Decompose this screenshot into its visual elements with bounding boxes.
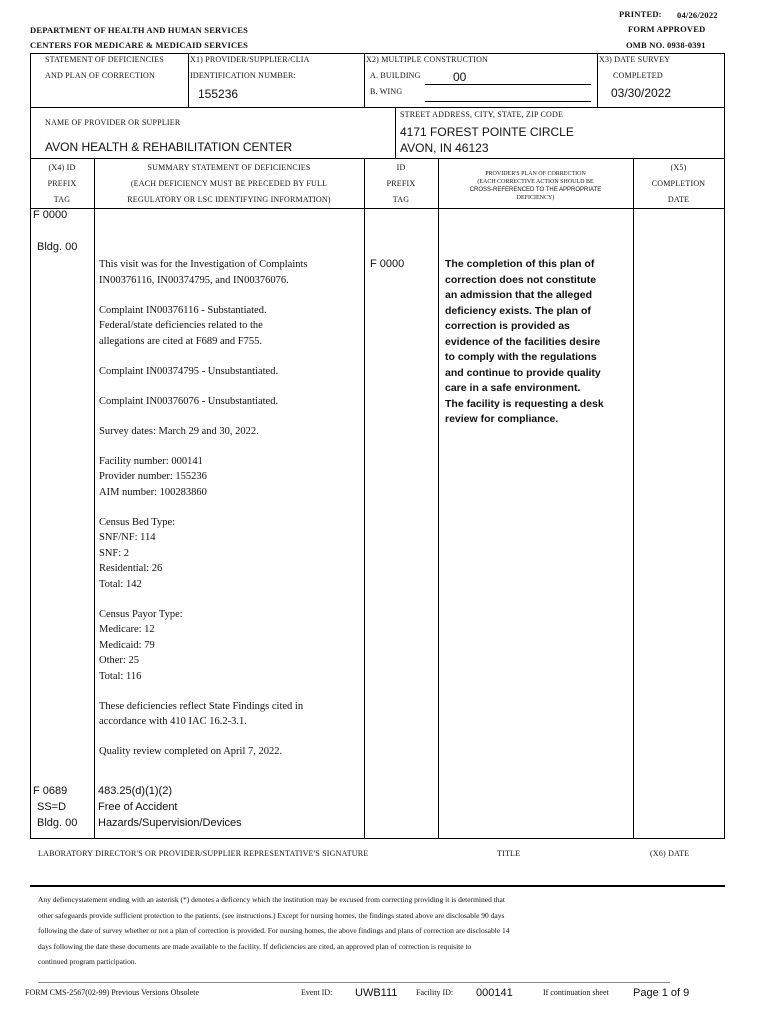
plan-line: review for compliance. bbox=[445, 413, 559, 425]
tag-f0000: F 0000 bbox=[33, 209, 68, 221]
event-id-label: Event ID: bbox=[301, 988, 333, 997]
summary-header-3: REGULATORY OR LSC IDENTIFYING INFORMATION) bbox=[127, 195, 331, 204]
footnote-line: Any defiencystatement ending with an asterisk (*) denotes a deficency which the institution may be excused from correcting providing it is determined that bbox=[38, 895, 505, 904]
footnote-line: other safeguards provide sufficient protection to the patients. (see instructions.) Except for nursing homes, the findings stated above are disclosable 90 days bbox=[38, 910, 505, 920]
summary-line: Census Payor Type: bbox=[99, 608, 183, 620]
x1-label-2: IDENTIFICATION NUMBER: bbox=[190, 71, 296, 80]
summary-paragraph bbox=[99, 257, 361, 288]
summary-line: Total: 116 bbox=[99, 670, 142, 682]
summary-line: These deficiencies reflect State Findings cited in bbox=[99, 700, 304, 712]
department-name: DEPARTMENT OF HEALTH AND HUMAN SERVICES bbox=[30, 25, 249, 35]
footnote-line: continued program participation. bbox=[38, 957, 137, 966]
plan-line: and continue to provide quality bbox=[445, 366, 601, 379]
summary-line: Survey dates: March 29 and 30, 2022. bbox=[99, 425, 259, 437]
event-id-value: UWB111 bbox=[355, 987, 398, 999]
plan-header-3: CROSS-REFERENCED TO THE APPROPRIATE bbox=[469, 187, 602, 193]
summary-line: SNF: 2 bbox=[99, 547, 130, 559]
facility-id-label: Facility ID: bbox=[416, 988, 454, 997]
plan-line: correction does not constitute bbox=[445, 273, 597, 286]
regulation-number: 483.25(d)(1)(2) bbox=[98, 785, 172, 797]
summary-line: Medicare: 12 bbox=[99, 624, 155, 635]
summary-paragraph bbox=[99, 699, 361, 730]
summary-paragraph bbox=[99, 744, 361, 760]
summary-line: Complaint IN00376076 - Unsubstantiated. bbox=[99, 395, 279, 407]
summary-line: Federal/state deficiencies related to the bbox=[99, 320, 263, 331]
x2-label: X2) MULTIPLE CONSTRUCTION bbox=[366, 55, 489, 64]
plan-line: care in a safe environment. bbox=[445, 382, 581, 394]
summary-line: IN00376116, IN00374795, and IN00376076. bbox=[99, 274, 289, 286]
summary-paragraph bbox=[99, 303, 361, 350]
wing-label: B. WING bbox=[370, 87, 403, 96]
plan-line: correction is provided as bbox=[445, 320, 570, 332]
summary-line: Provider number: 155236 bbox=[99, 471, 207, 482]
printed-label: PRINTED: bbox=[619, 9, 662, 19]
id-label-3: TAG bbox=[392, 195, 410, 204]
x1-label-1: X1) PROVIDER/SUPPLIER/CLIA bbox=[190, 55, 310, 64]
summary-paragraph bbox=[99, 424, 361, 440]
summary-line: Census Bed Type: bbox=[99, 516, 176, 528]
summary-line: Medicaid: 79 bbox=[99, 639, 155, 651]
plan-header-1: PROVIDER'S PLAN OF CORRECTION bbox=[485, 171, 586, 177]
summary-paragraph bbox=[99, 454, 361, 501]
statement-label-1: STATEMENT OF DEFICIENCIES bbox=[45, 55, 164, 64]
plan-of-correction bbox=[445, 257, 631, 428]
x4-label-3: TAG bbox=[53, 195, 71, 204]
id-label-2: PREFIX bbox=[386, 179, 416, 188]
provider-name-value: AVON HEALTH & REHABILITATION CENTER bbox=[45, 140, 293, 154]
facility-id-value: 000141 bbox=[476, 987, 513, 999]
summary-line: AIM number: 100283860 bbox=[99, 486, 207, 498]
summary-header-1: SUMMARY STATEMENT OF DEFICIENCIES bbox=[147, 163, 311, 172]
statement-label-2: AND PLAN OF CORRECTION bbox=[45, 71, 155, 80]
plan-line: The facility is requesting a desk bbox=[445, 397, 604, 410]
centers-name: CENTERS FOR MEDICARE & MEDICAID SERVICES bbox=[30, 40, 249, 50]
signature-label: LABORATORY DIRECTOR'S OR PROVIDER/SUPPLIER REPRESENTATIVE'S SIGNATURE bbox=[38, 849, 369, 858]
summary-paragraph bbox=[99, 607, 361, 685]
building-value: 00 bbox=[453, 70, 467, 84]
summary-line: allegations are cited at F689 and F755. bbox=[99, 335, 263, 347]
printed-date: 04/26/2022 bbox=[677, 10, 718, 20]
provider-name-label: NAME OF PROVIDER OR SUPPLIER bbox=[45, 118, 181, 127]
plan-line: deficiency exists. The plan of bbox=[445, 304, 591, 317]
summary-line: This visit was for the Investigation of Complaints bbox=[99, 259, 308, 270]
omb-number: OMB NO. 0938-0391 bbox=[626, 40, 706, 50]
address-line-2: AVON, IN 46123 bbox=[400, 141, 489, 155]
x3-completed-label: COMPLETED bbox=[613, 71, 663, 80]
page-number: Page 1 of 9 bbox=[633, 987, 690, 999]
summary-paragraph bbox=[99, 394, 361, 410]
footnote bbox=[38, 892, 718, 970]
tag-f0689: F 0689 bbox=[33, 785, 68, 797]
x3-label: X3) DATE SURVEY bbox=[599, 55, 671, 64]
summary-line: Residential: 26 bbox=[99, 563, 163, 574]
summary-line: Complaint IN00376116 - Substantiated. bbox=[99, 304, 267, 316]
continuation-label: If continuation sheet bbox=[543, 988, 609, 997]
summary-paragraph bbox=[99, 364, 361, 380]
plan-line: an admission that the alleged bbox=[445, 289, 593, 301]
x5-label-3: DATE bbox=[667, 195, 690, 204]
date-label: (X6) DATE bbox=[650, 849, 690, 858]
x5-label-1: (X5) bbox=[670, 163, 687, 172]
summary-line: accordance with 410 IAC 16.2-3.1. bbox=[99, 716, 247, 727]
form-number: FORM CMS-2567(02-99) Previous Versions Obsolete bbox=[25, 988, 200, 997]
plan-header-2: (EACH CORRECTIVE ACTION SHOULD BE bbox=[477, 179, 594, 185]
x4-label-1: (X4) ID bbox=[48, 163, 76, 172]
summary-line: Facility number: 000141 bbox=[99, 455, 203, 467]
summary-statement bbox=[99, 257, 361, 774]
plan-line: The completion of this plan of bbox=[445, 258, 595, 270]
summary-header-2: (EACH DEFICIENCY MUST BE PRECEDED BY FULL bbox=[130, 179, 328, 188]
id-label-1: ID bbox=[396, 163, 406, 172]
plan-header-4: DEFICIENCY) bbox=[516, 195, 555, 201]
summary-line: Complaint IN00374795 - Unsubstantiated. bbox=[99, 365, 279, 377]
f689-regulation bbox=[98, 783, 242, 831]
tag-f0689-group bbox=[33, 783, 77, 831]
x4-label-2: PREFIX bbox=[47, 179, 77, 188]
provider-id-value: 155236 bbox=[198, 87, 239, 101]
regulation-title-1: Free of Accident bbox=[98, 801, 178, 813]
footnote-line: following the date of survey whether or not a plan of correction is provided. For nursing homes, the above findings and plans of correction are disclosable 14 bbox=[38, 926, 510, 935]
address-line-1: 4171 FOREST POINTE CIRCLE bbox=[400, 125, 574, 139]
plan-header bbox=[438, 170, 633, 202]
summary-line: Other: 25 bbox=[99, 655, 139, 666]
tag-ss: SS=D bbox=[37, 801, 67, 813]
right-tag-f0000: F 0000 bbox=[370, 258, 405, 270]
tag-bldg-1: Bldg. 00 bbox=[37, 241, 78, 253]
plan-line: evidence of the facilities desire bbox=[445, 335, 601, 348]
summary-line: SNF/NF: 114 bbox=[99, 532, 156, 543]
survey-date-value: 03/30/2022 bbox=[611, 86, 672, 100]
title-label: TITLE bbox=[497, 849, 521, 858]
footnote-line: days following the date these documents are made available to the facility. If deficiencies are cited, an approved plan of correction is requisite to bbox=[38, 941, 472, 951]
regulation-title-2: Hazards/Supervision/Devices bbox=[98, 817, 242, 829]
building-label: A. BUILDING bbox=[370, 71, 421, 80]
x5-label-2: COMPLETION bbox=[651, 179, 706, 188]
address-label: STREET ADDRESS, CITY, STATE, ZIP CODE bbox=[400, 110, 564, 119]
tag-bldg-2: Bldg. 00 bbox=[37, 817, 78, 829]
form-approved: FORM APPROVED bbox=[628, 24, 706, 34]
summary-paragraph bbox=[99, 515, 361, 593]
summary-line: Total: 142 bbox=[99, 578, 142, 590]
summary-line: Quality review completed on April 7, 2022. bbox=[99, 746, 283, 757]
plan-line: to comply with the regulations bbox=[445, 351, 597, 363]
